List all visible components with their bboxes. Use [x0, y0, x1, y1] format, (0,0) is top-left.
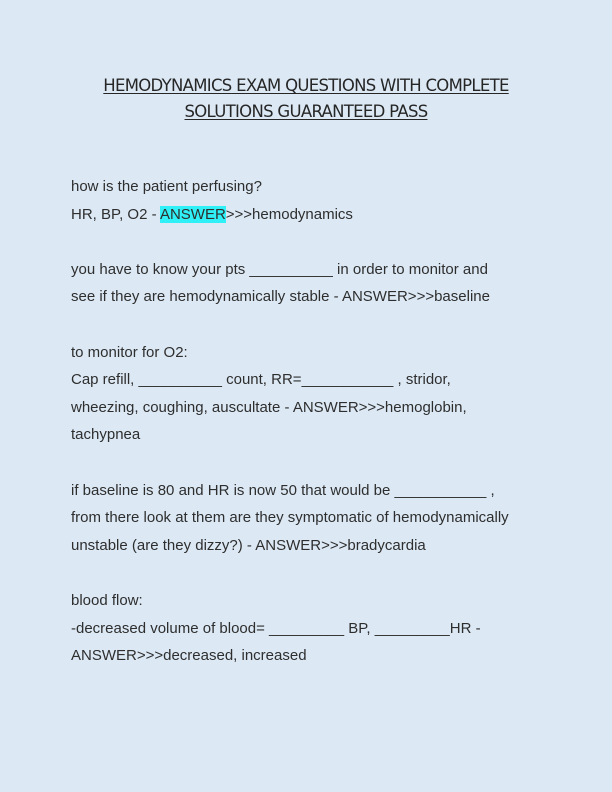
title-line-1-rest: EXAM QUESTIONS WITH COMPLETE: [231, 76, 509, 95]
paragraph-gap: [71, 449, 571, 477]
qa-line: to monitor for O2:: [71, 343, 188, 361]
qa-item-4: [71, 477, 571, 560]
answer-line: [71, 201, 571, 229]
highlighted-answer-label: ANSWER: [159, 205, 226, 223]
answer-text: >>>hemodynamics: [225, 205, 353, 223]
answer-prefix: HR, BP, O2 -: [71, 205, 160, 223]
paragraph-gap: [71, 228, 571, 256]
question-list: [71, 173, 571, 670]
title-line-1: [40, 73, 572, 99]
title-line-2: SOLUTIONS GUARANTEED PASS: [184, 102, 428, 121]
qa-item-5: [71, 587, 571, 670]
qa-line: see if they are hemodynamically stable - ANSWER>>>baseline: [71, 288, 490, 306]
qa-item-1: [71, 173, 571, 228]
qa-line: if baseline is 80 and HR is now 50 that would be ___________ ,: [71, 481, 495, 499]
document-title: [40, 73, 572, 125]
qa-line: from there look at them are they symptomatic of hemodynamically: [71, 509, 509, 527]
qa-line: ANSWER>>>decreased, increased: [71, 647, 307, 665]
qa-line: -decreased volume of blood= _________ BP, _________HR -: [71, 619, 481, 637]
qa-line: tachypnea: [71, 426, 141, 444]
qa-line: blood flow:: [71, 591, 143, 609]
qa-line: Cap refill, __________ count, RR=___________ , stridor,: [71, 371, 451, 389]
qa-item-2: [71, 256, 571, 311]
qa-line: wheezing, coughing, auscultate - ANSWER>>>hemoglobin,: [71, 398, 467, 416]
question-text: how is the patient perfusing?: [71, 178, 262, 195]
qa-item-3: [71, 339, 571, 449]
qa-line: unstable (are they dizzy?) - ANSWER>>>bradycardia: [71, 536, 426, 554]
qa-line: you have to know your pts __________ in order to monitor and: [71, 260, 488, 278]
paragraph-gap: [71, 311, 571, 339]
paragraph-gap: [71, 559, 571, 587]
title-keyword: HEMODYNAMICS: [103, 76, 232, 95]
